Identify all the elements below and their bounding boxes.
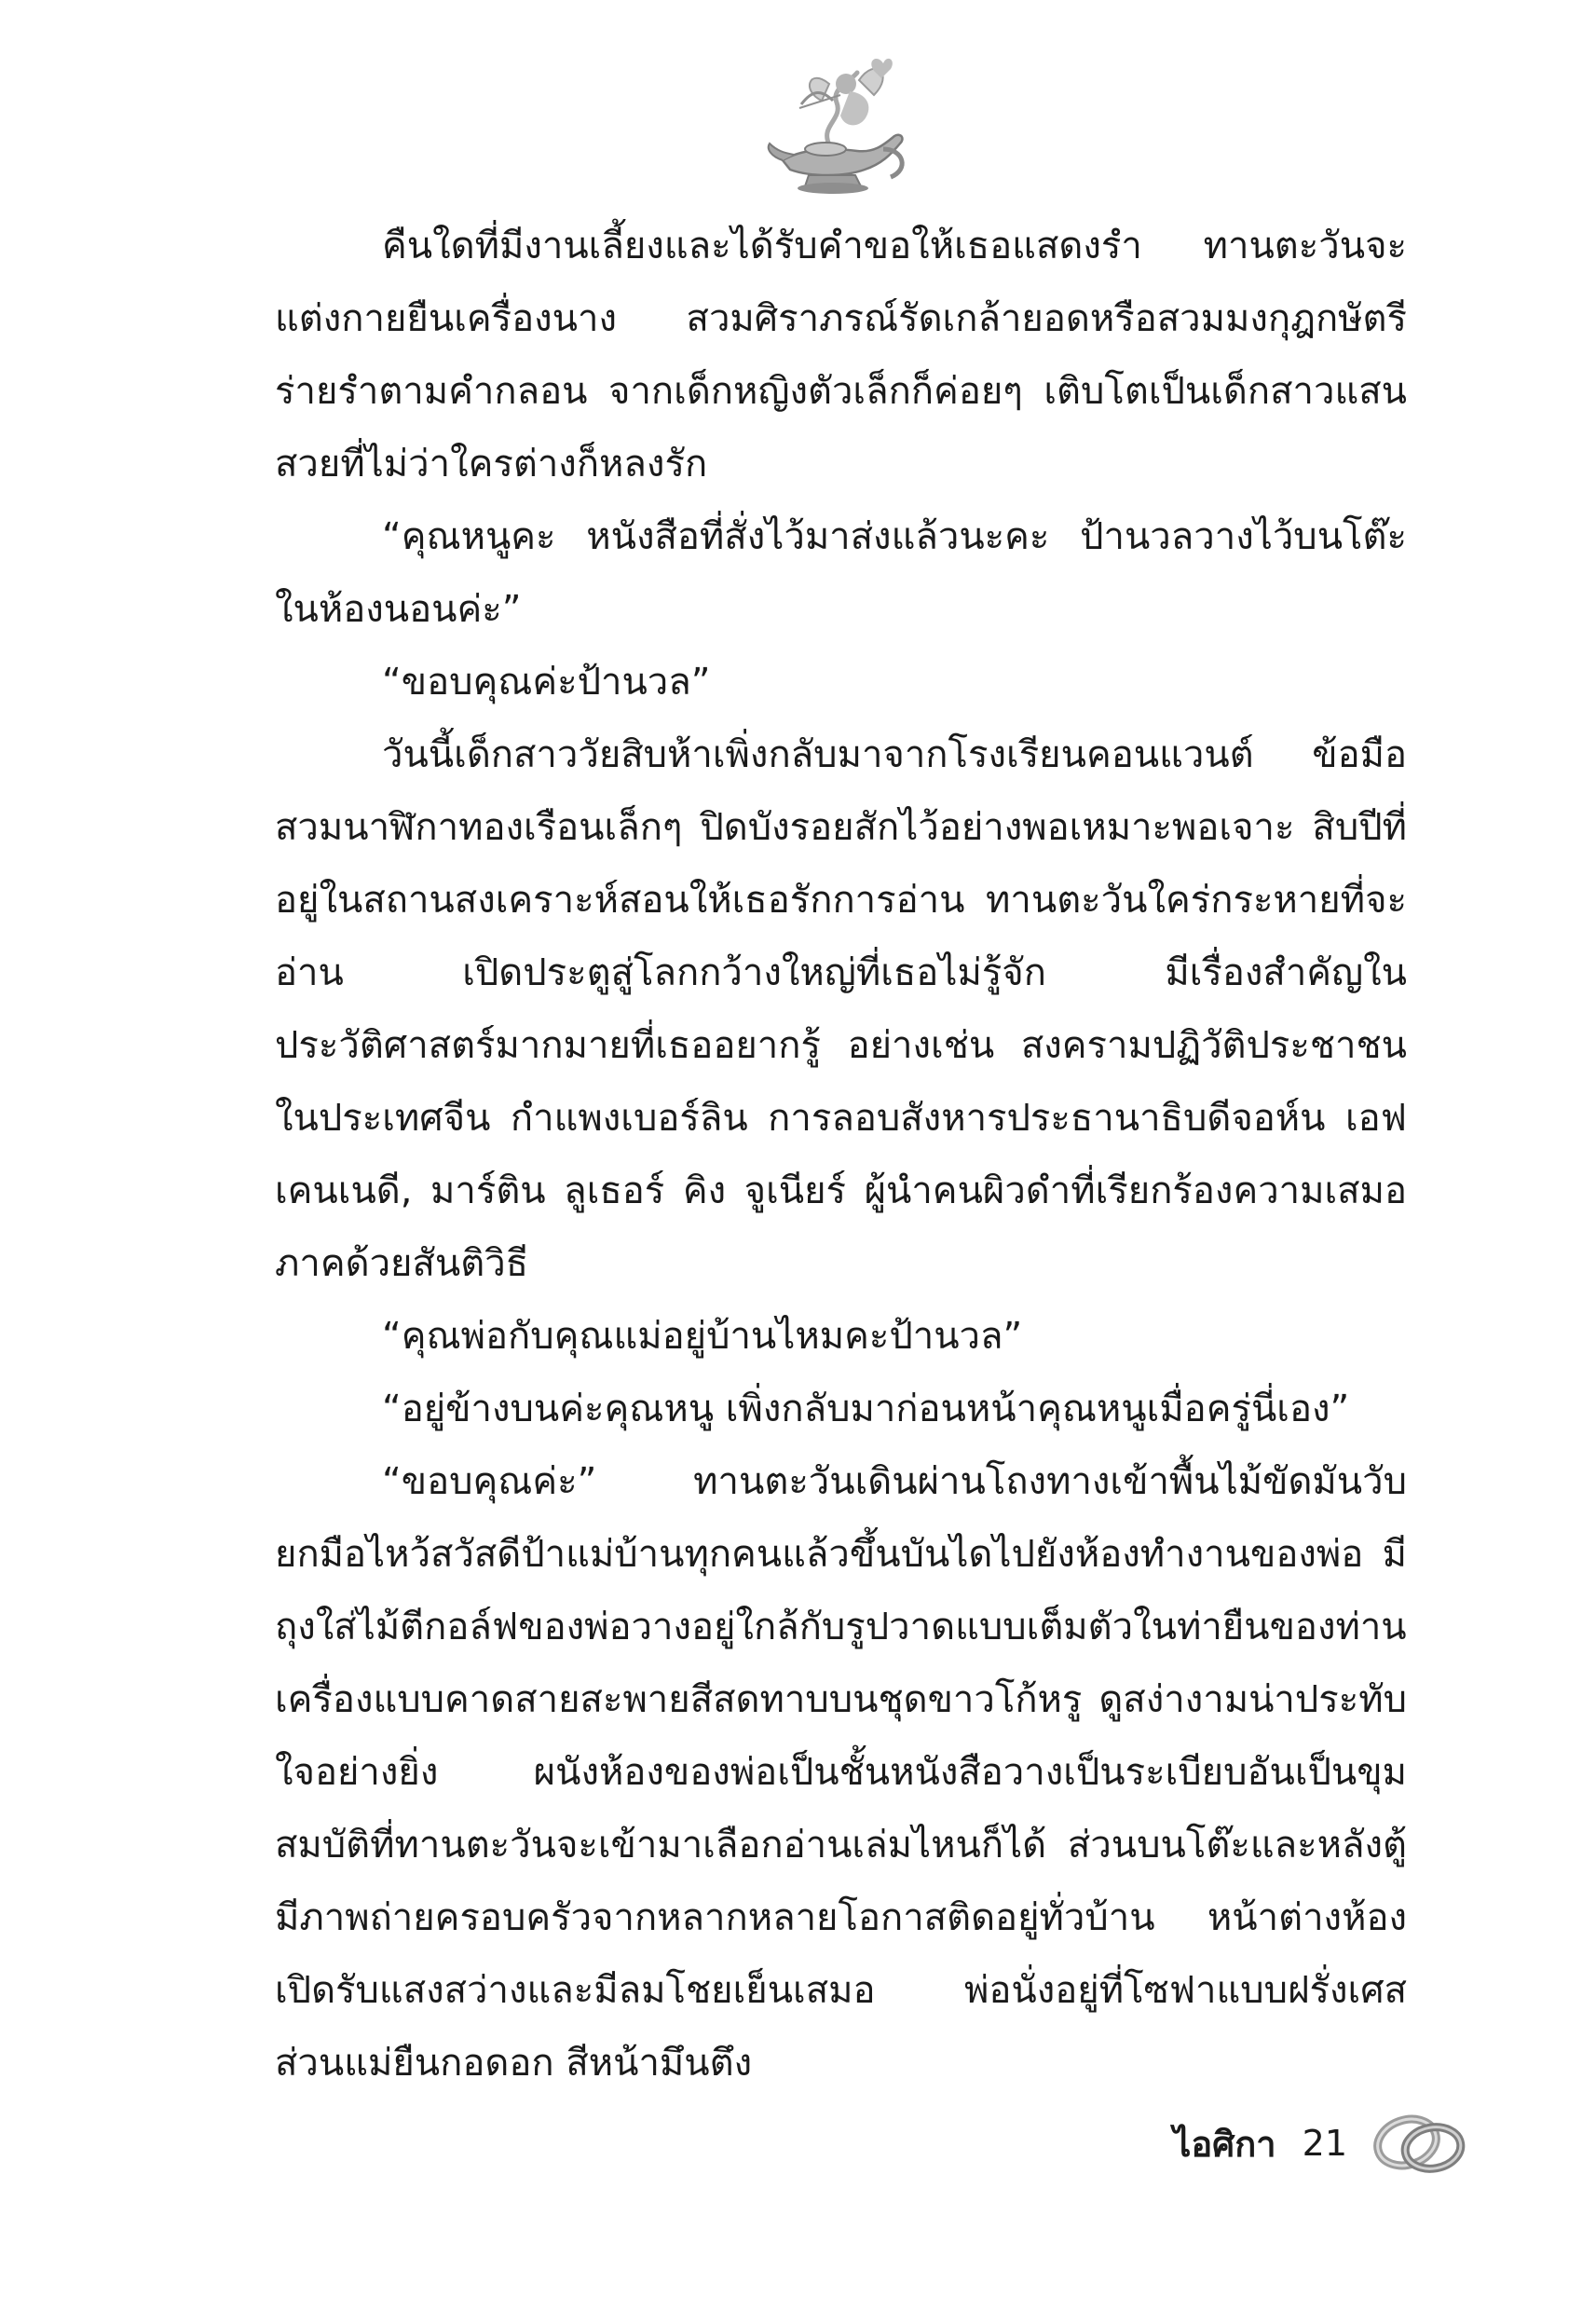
body-text [275,210,1407,2099]
paragraph: “ขอบคุณค่ะป้านวล” [382,661,711,704]
paragraph: “ขอบคุณค่ะ” ทานตะวันเดินผ่านโถงทางเข้าพื้นไม้ขัดมันวับ ยกมือไหว้สวัสดีป้าแม่บ้านทุกคนแล้วขึ้นบันไดไปยังห้องทำงานของพ่อ มีถุงใส่ไม้ตีกอล์ฟของพ่อวางอยู่ใกล้กับรูปวาดแบบเต็มตัวในท่ายืนของท่าน เครื่องแบบคาดสายสะพายสีสดทาบบนชุดขาวโก้หรู ดูสง่างามน่าประทับใจอย่างยิ่ง ผนังห้องของพ่อเป็นชั้นหนังสือวางเป็นระเบียบอันเป็นขุมสมบัติที่ทานตะวันจะเข้ามาเลือกอ่านเล่มไหนก็ได้ ส่วนบนโต๊ะและหลังตู้มีภาพถ่ายครอบครัวจากหลากหลายโอกาสติดอยู่ทั่วบ้าน หน้าต่างห้องเปิดรับแสงสว่างและมีลมโชยเย็นเสมอ พ่อนั่งอยู่ที่โซฟาแบบฝรั่งเศส ส่วนแม่ยืนกอดอก สีหน้ามึนตึง [275,1460,1407,2085]
paragraph: “คุณหนูคะ หนังสือที่สั่งไว้มาส่งแล้วนะคะ ป้านวลวางไว้บนโต๊ะในห้องนอนค่ะ” [275,515,1407,631]
book-title: ไอศิกา [1173,2123,1276,2165]
page-number: 21 [1302,2123,1347,2164]
paragraph: “อยู่ข้างบนค่ะคุณหนู เพิ่งกลับมาก่อนหน้าคุณหนูเมื่อครู่นี่เอง” [382,1388,1350,1430]
paragraph: คืนใดที่มีงานเลี้ยงและได้รับคำขอให้เธอแสดงรำ ทานตะวันจะแต่งกายยืนเครื่องนาง สวมศิราภรณ์รัดเกล้ายอดหรือสวมมงกุฎกษัตรี ร่ายรำตามคำกลอน จากเด็กหญิงตัวเล็กก็ค่อยๆ เติบโตเป็นเด็กสาวแสนสวยที่ไม่ว่าใครต่างก็หลงรัก [275,225,1407,485]
paragraph: “คุณพ่อกับคุณแม่อยู่บ้านไหมคะป้านวล” [382,1315,1023,1358]
genie-lamp-cupid-icon [764,47,913,205]
wedding-rings-icon [1368,2101,1470,2185]
paragraph: วันนี้เด็กสาววัยสิบห้าเพิ่งกลับมาจากโรงเรียนคอนแวนต์ ข้อมือสวมนาฬิกาทองเรือนเล็กๆ ปิดบังรอยสักไว้อย่างพอเหมาะพอเจาะ สิบปีที่อยู่ในสถานสงเคราะห์สอนให้เธอรักการอ่าน ทานตะวันใคร่กระหายที่จะอ่าน เปิดประตูสู่โลกกว้างใหญ่ที่เธอไม่รู้จัก มีเรื่องสำคัญในประวัติศาสตร์มากมายที่เธออยากรู้ อย่างเช่น สงครามปฏิวัติประชาชนในประเทศจีน กำแพงเบอร์ลิน การลอบสังหารประธานาธิบดีจอห์น เอฟ เคนเนดี, มาร์ติน ลูเธอร์ คิง จูเนียร์ ผู้นำคนผิวดำที่เรียกร้องความเสมอภาคด้วยสันติวิธี [275,733,1407,1285]
page-footer [1173,2101,1470,2185]
